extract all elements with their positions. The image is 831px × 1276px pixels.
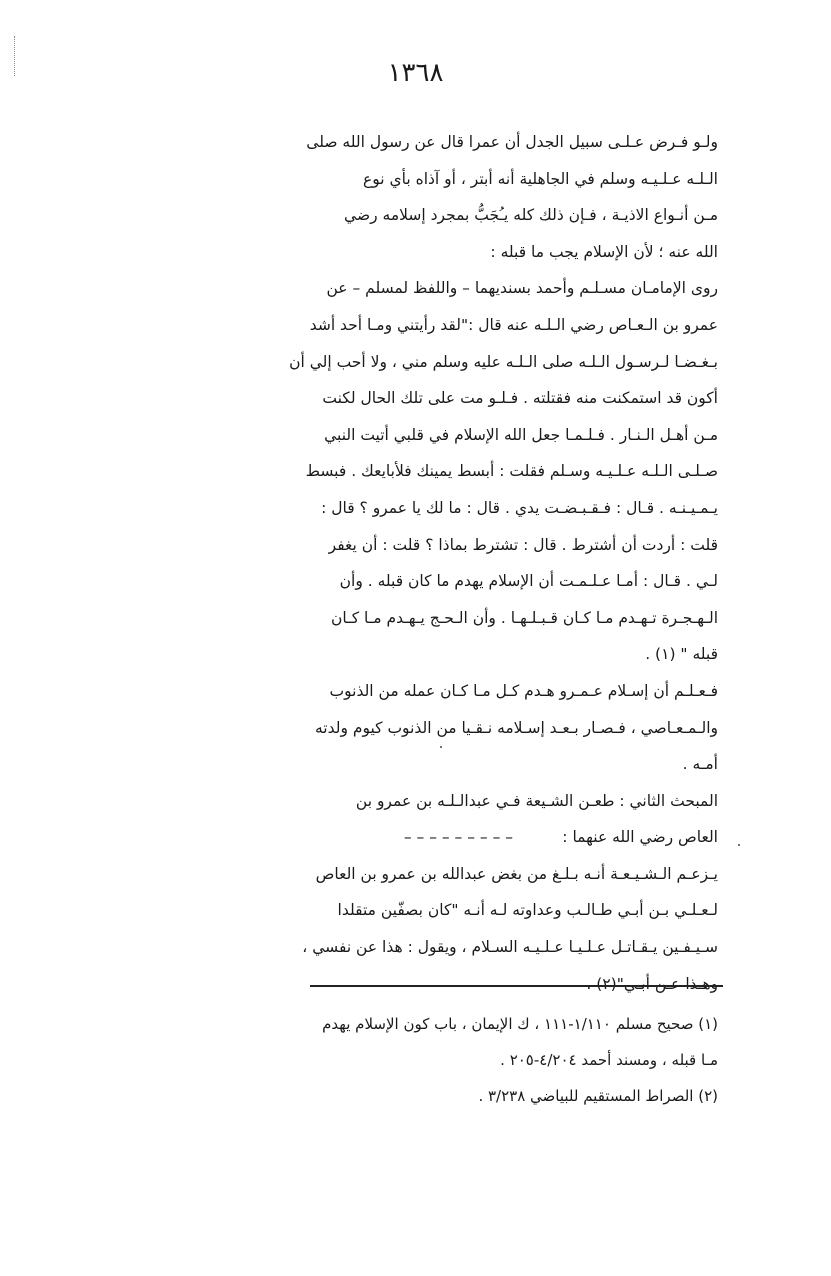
footnote-divider — [310, 985, 723, 987]
heading-underline-dashes: – – – – – – – – – — [403, 828, 514, 847]
body-line: فـعـلـم أن إسـلام عـمـرو هـدم كـل مـا كـان عمله من الذنوب — [329, 681, 718, 700]
body-line: قبله " (١) . — [645, 645, 718, 664]
body-line: مـن أهـل الـنـار . فـلـمـا جعل الله الإسلام في قلبي أتيت النبي — [324, 425, 718, 444]
footnote-line: (٢) الصراط المستقيم للبياضي ٣/٢٣٨ . — [478, 1087, 718, 1105]
body-line: وهـذا عـن أبـي"(٢) . — [586, 974, 718, 993]
scan-speck — [738, 844, 740, 846]
section-heading: المبحث الثاني : طعـن الشـيعة فـي عبدالـلـه بن عمرو بن — [355, 791, 718, 810]
body-line: الـلـه عـلـيـه وسلم في الجاهلية أنه أبتر ، أو آذاه بأي نوع — [363, 169, 718, 188]
footnotes — [100, 1006, 718, 1114]
body-line: صـلـى الـلـه عـلـيـه وسـلم فقلت : أبسط يمينك فلأبايعك . فبسط — [305, 462, 718, 481]
body-line: الله عنه ؛ لأن الإسلام يجب ما قبله : — [490, 242, 718, 261]
body-line: سـيـفـين يـقـاتـل عـلـيـا عـلـيـه السـلام ، ويقول : هذا عن نفسي ، — [302, 938, 718, 957]
body-line: قلت : أردت أن أشترط . قال : تشترط بماذا ؟ قلت : أن يغفر — [328, 535, 718, 554]
body-line: بـغـضـا لـرسـول الـلـه صلى الـلـه عليه وسلم مني ، ولا أحب إلي أن — [289, 352, 718, 371]
body-line: أمـه . — [682, 755, 718, 774]
footnote-line: مـا قبله ، ومسند أحمد ٤/٢٠٤-٢٠٥ . — [500, 1051, 718, 1069]
body-line: يـزعـم الـشـيـعـة أنـه بـلـغ من بغض عبدالله بن عمرو بن العاص — [315, 864, 718, 883]
body-text — [100, 124, 718, 1002]
body-line: عمرو بن الـعـاص رضي الـلـه عنه قال :"لقد رأيتني ومـا أحد أشد — [309, 315, 718, 334]
section-heading-line2: العاص رضي الله عنهما : — [562, 828, 718, 847]
body-line: روى الإمامـان مسـلـم وأحمد بسنديهما – واللفظ لمسلم – عن — [326, 279, 718, 298]
body-line: ولـو فـرض عـلـى سبيل الجدل أن عمرا قال عن رسول الله صلى — [306, 133, 718, 151]
section-heading-continued — [100, 819, 718, 856]
body-line: لـعـلـي بـن أبـي طـالـب وعداوته لـه أنـه "كان بصفّين متقلدا — [337, 901, 718, 920]
body-line: أكون قد استمكنت منه فقتلته . فـلـو مت على تلك الحال لكنت — [322, 389, 718, 408]
page-number: ١٣٦٨ — [387, 58, 444, 88]
body-line: والـمـعـاصي ، فـصـار بـعـد إسـلامه نـقـيا من الذنوب كيوم ولدته — [314, 718, 718, 737]
body-line: مـن أنـواع الاذيـة ، فـإن ذلك كله يـُجَبُّ بمجرد إسلامه رضي — [344, 206, 718, 225]
body-line: الـهـجـرة تـهـدم مـا كـان قـبـلـهـا . وأن الـحـج يـهـدم مـا كـان — [331, 608, 718, 627]
footnote-line: (١) صحيح مسلم ١/١١٠-١١١ ، ك الإيمان ، باب كون الإسلام يهدم — [322, 1015, 718, 1033]
body-line: يـمـيـنـه . قـال : فـقـبـضـت يدي . قال : ما لك يا عمرو ؟ قال : — [321, 498, 718, 517]
body-line: لـي . قـال : أمـا عـلـمـت أن الإسلام يهدم ما كان قبله . وأن — [339, 572, 718, 591]
